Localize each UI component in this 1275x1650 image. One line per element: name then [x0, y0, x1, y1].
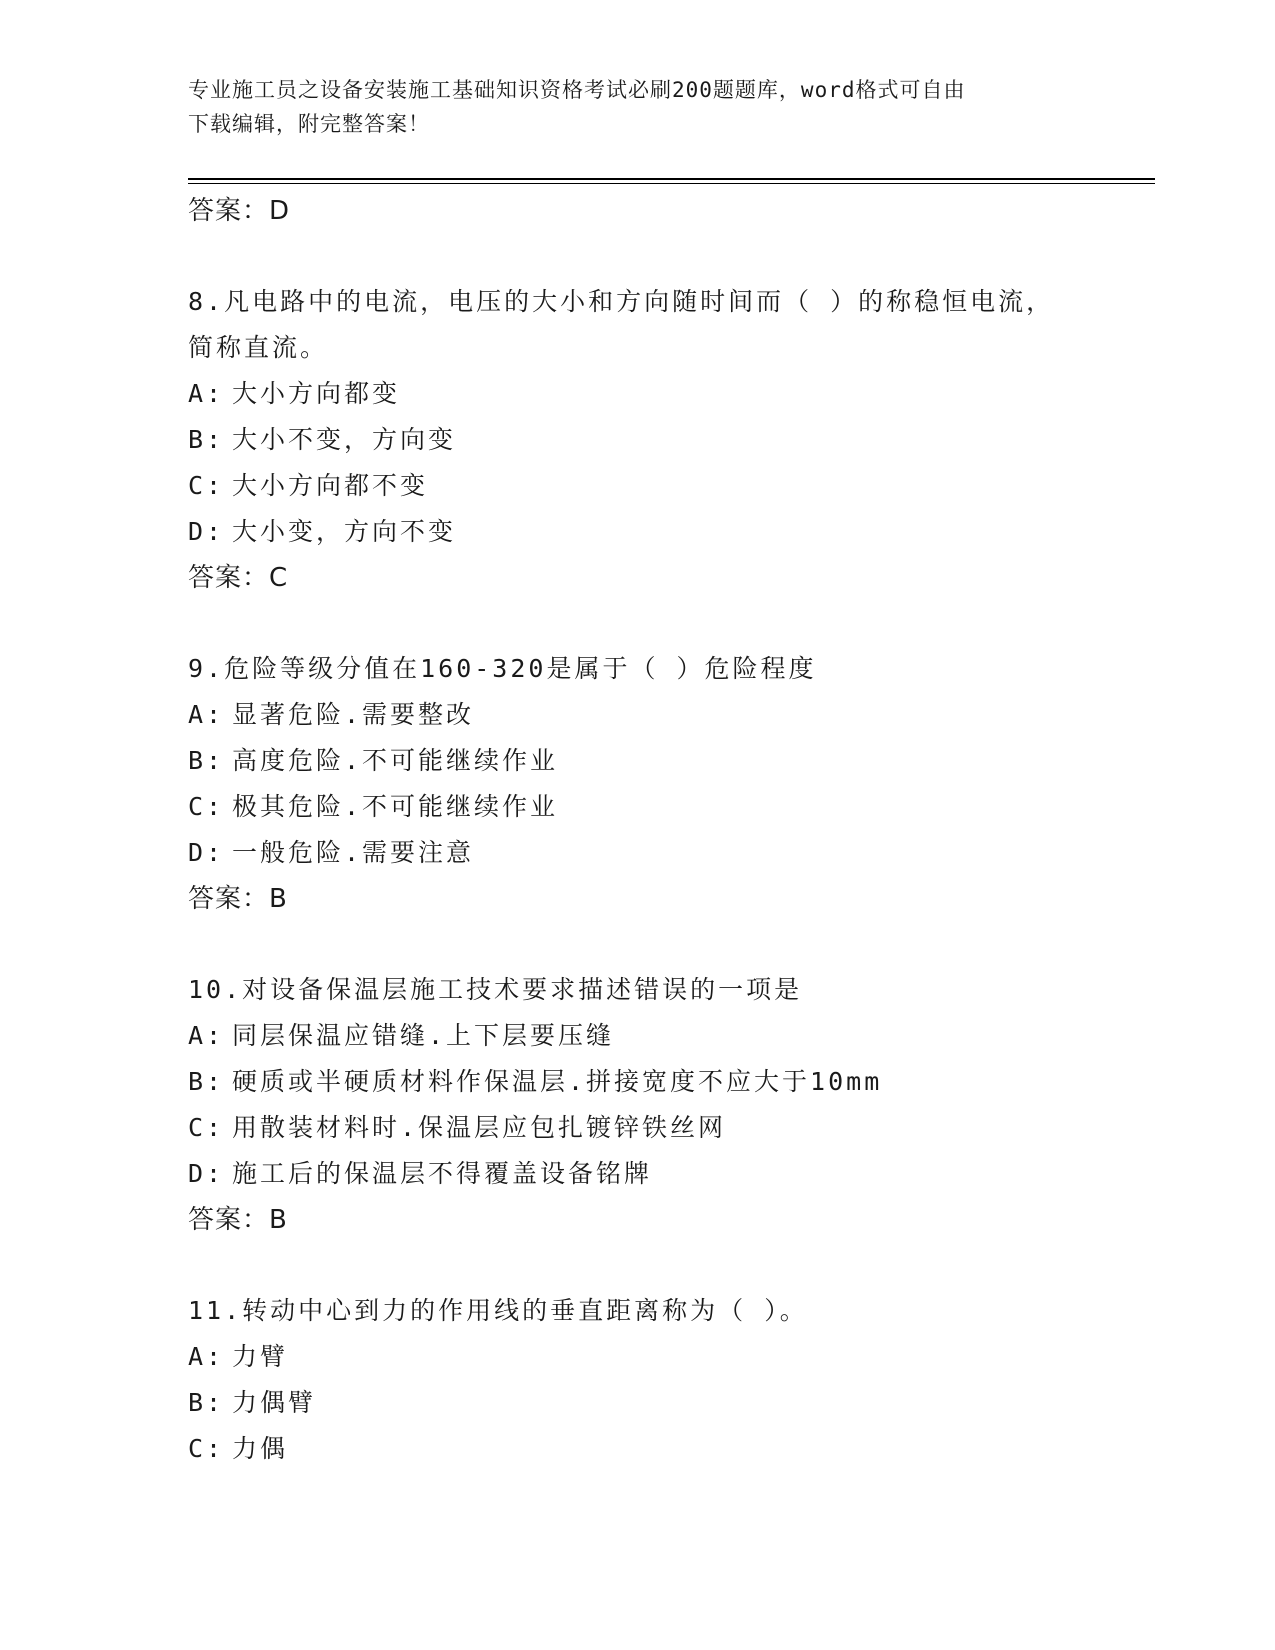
option-letter: B: — [188, 1067, 225, 1096]
option-text: 施工后的保温层不得覆盖设备铭牌 — [232, 1159, 653, 1188]
option-b — [188, 417, 1148, 463]
option-b — [188, 738, 1148, 784]
option-text: 力偶 — [232, 1434, 289, 1463]
option-d — [188, 509, 1148, 555]
question-stem: 9.危险等级分值在160-320是属于（ ）危险程度 — [188, 654, 817, 683]
option-letter: B: — [188, 425, 225, 454]
option-c — [188, 784, 1148, 830]
option-letter: A: — [188, 1021, 225, 1050]
question-block — [188, 1288, 1148, 1472]
option-a — [188, 692, 1148, 738]
question-stem: 10.对设备保温层施工技术要求描述错误的一项是 — [188, 975, 803, 1004]
option-text: 一般危险.需要注意 — [232, 838, 475, 867]
header-divider-thin — [188, 183, 1155, 184]
option-letter: A: — [188, 700, 225, 729]
option-c — [188, 1426, 1148, 1472]
answer-line: 答案：D — [188, 196, 291, 226]
option-letter: D: — [188, 1159, 225, 1188]
question-stem: 8.凡电路中的电流，电压的大小和方向随时间而（ ）的称稳恒电流， — [188, 287, 1055, 316]
question-stem-continued: 简称直流。 — [188, 333, 329, 362]
option-text: 大小变，方向不变 — [232, 517, 457, 546]
option-letter: B: — [188, 1388, 225, 1417]
header-line-1: 专业施工员之设备安装施工基础知识资格考试必刷200题题库，word格式可自由 — [188, 78, 966, 102]
header-divider-thick — [188, 178, 1155, 180]
option-letter: A: — [188, 1342, 225, 1371]
spacer — [188, 234, 1148, 279]
option-c — [188, 463, 1148, 509]
option-letter: C: — [188, 1113, 225, 1142]
spacer — [188, 922, 1148, 967]
question-stem: 11.转动中心到力的作用线的垂直距离称为（ ）。 — [188, 1296, 808, 1325]
option-letter: D: — [188, 838, 225, 867]
option-b — [188, 1380, 1148, 1426]
option-text: 硬质或半硬质材料作保温层.拼接宽度不应大于10mm — [232, 1067, 883, 1096]
header-line-2: 下载编辑，附完整答案！ — [188, 112, 430, 136]
option-letter: A: — [188, 379, 225, 408]
option-d — [188, 1151, 1148, 1197]
option-text: 大小方向都变 — [232, 379, 401, 408]
option-text: 用散装材料时.保温层应包扎镀锌铁丝网 — [232, 1113, 727, 1142]
option-a — [188, 1013, 1148, 1059]
option-letter: C: — [188, 792, 225, 821]
answer-line: 答案：B — [188, 1205, 288, 1235]
option-text: 大小方向都不变 — [232, 471, 429, 500]
answer-line: 答案：B — [188, 884, 288, 914]
answer-line: 答案：C — [188, 563, 289, 593]
option-text: 力臂 — [232, 1342, 289, 1371]
option-a — [188, 1334, 1148, 1380]
option-c — [188, 1105, 1148, 1151]
option-text: 极其危险.不可能继续作业 — [232, 792, 559, 821]
question-block — [188, 646, 1148, 922]
option-b — [188, 1059, 1148, 1105]
option-letter: D: — [188, 517, 225, 546]
spacer — [188, 1243, 1148, 1288]
question-block — [188, 967, 1148, 1243]
question-block — [188, 279, 1148, 601]
option-text: 高度危险.不可能继续作业 — [232, 746, 559, 775]
document-header — [188, 73, 1088, 141]
option-letter: C: — [188, 1434, 225, 1463]
option-text: 力偶臂 — [232, 1388, 317, 1417]
question-list — [188, 188, 1148, 1472]
option-a — [188, 371, 1148, 417]
spacer — [188, 601, 1148, 646]
option-text: 大小不变，方向变 — [232, 425, 457, 454]
option-text: 同层保温应错缝.上下层要压缝 — [232, 1021, 615, 1050]
option-letter: C: — [188, 471, 225, 500]
option-letter: B: — [188, 746, 225, 775]
option-text: 显著危险.需要整改 — [232, 700, 475, 729]
option-d — [188, 830, 1148, 876]
